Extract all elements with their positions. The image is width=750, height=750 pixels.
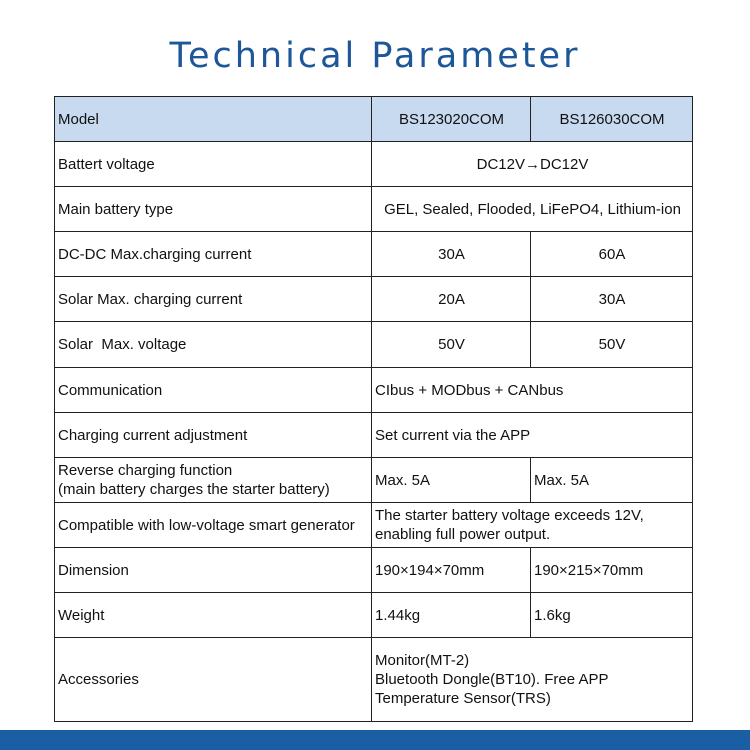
row-value <box>372 503 693 548</box>
spec-table <box>54 96 693 722</box>
row-value-2: 30A <box>531 277 693 322</box>
table-header-row <box>55 97 693 142</box>
accessory-item: Monitor(MT-2) <box>375 652 470 669</box>
table-row <box>55 187 693 232</box>
row-label: Compatible with low-voltage smart generator <box>55 503 372 548</box>
row-value-line: The starter battery voltage exceeds 12V, <box>375 507 644 524</box>
row-value-2: 50V <box>531 322 693 368</box>
table-row <box>55 277 693 322</box>
row-value-1: 1.44kg <box>372 593 531 638</box>
header-label: Model <box>55 97 372 142</box>
row-value-1: 190×194×70mm <box>372 548 531 593</box>
row-label: Main battery type <box>55 187 372 232</box>
table-row <box>55 413 693 458</box>
row-value: Set current via the APP <box>372 413 693 458</box>
table-row <box>55 322 693 368</box>
row-label: Accessories <box>55 638 372 722</box>
bottom-bar <box>0 730 750 750</box>
row-label: DC-DC Max.charging current <box>55 232 372 277</box>
row-value: GEL, Sealed, Flooded, LiFePO4, Lithium-ion <box>372 187 693 232</box>
row-label: Dimension <box>55 548 372 593</box>
row-value-2: 1.6kg <box>531 593 693 638</box>
accessory-item: Bluetooth Dongle(BT10). Free APP <box>375 671 609 688</box>
row-value <box>372 638 693 722</box>
row-value-1: 50V <box>372 322 531 368</box>
row-value-1: 20A <box>372 277 531 322</box>
row-label: Charging current adjustment <box>55 413 372 458</box>
row-label-line: Reverse charging function <box>58 462 233 479</box>
row-label: Weight <box>55 593 372 638</box>
row-label-line: (main battery charges the starter battery) <box>58 481 330 498</box>
row-label <box>55 458 372 503</box>
page-title: Technical Parameter <box>169 36 581 76</box>
row-value-1: 30A <box>372 232 531 277</box>
row-label: Solar Max. voltage <box>55 322 372 368</box>
row-value-1: Max. 5A <box>372 458 531 503</box>
table-row <box>55 638 693 722</box>
header-model-1: BS123020COM <box>372 97 531 142</box>
row-value-2: 60A <box>531 232 693 277</box>
accessory-item: Temperature Sensor(TRS) <box>375 690 551 707</box>
table-row <box>55 232 693 277</box>
row-value-2: 190×215×70mm <box>531 548 693 593</box>
row-value-2: Max. 5A <box>531 458 693 503</box>
row-label: Communication <box>55 368 372 413</box>
row-value-line: enabling full power output. <box>375 526 551 543</box>
row-label: Battert voltage <box>55 142 372 187</box>
table-row <box>55 593 693 638</box>
table-row <box>55 458 693 503</box>
row-value: DC12V→DC12V <box>372 142 693 187</box>
table-row <box>55 548 693 593</box>
table-row <box>55 368 693 413</box>
row-value: CIbus + MODbus + CANbus <box>372 368 693 413</box>
table-row <box>55 142 693 187</box>
header-model-2: BS126030COM <box>531 97 693 142</box>
row-label: Solar Max. charging current <box>55 277 372 322</box>
table-row <box>55 503 693 548</box>
